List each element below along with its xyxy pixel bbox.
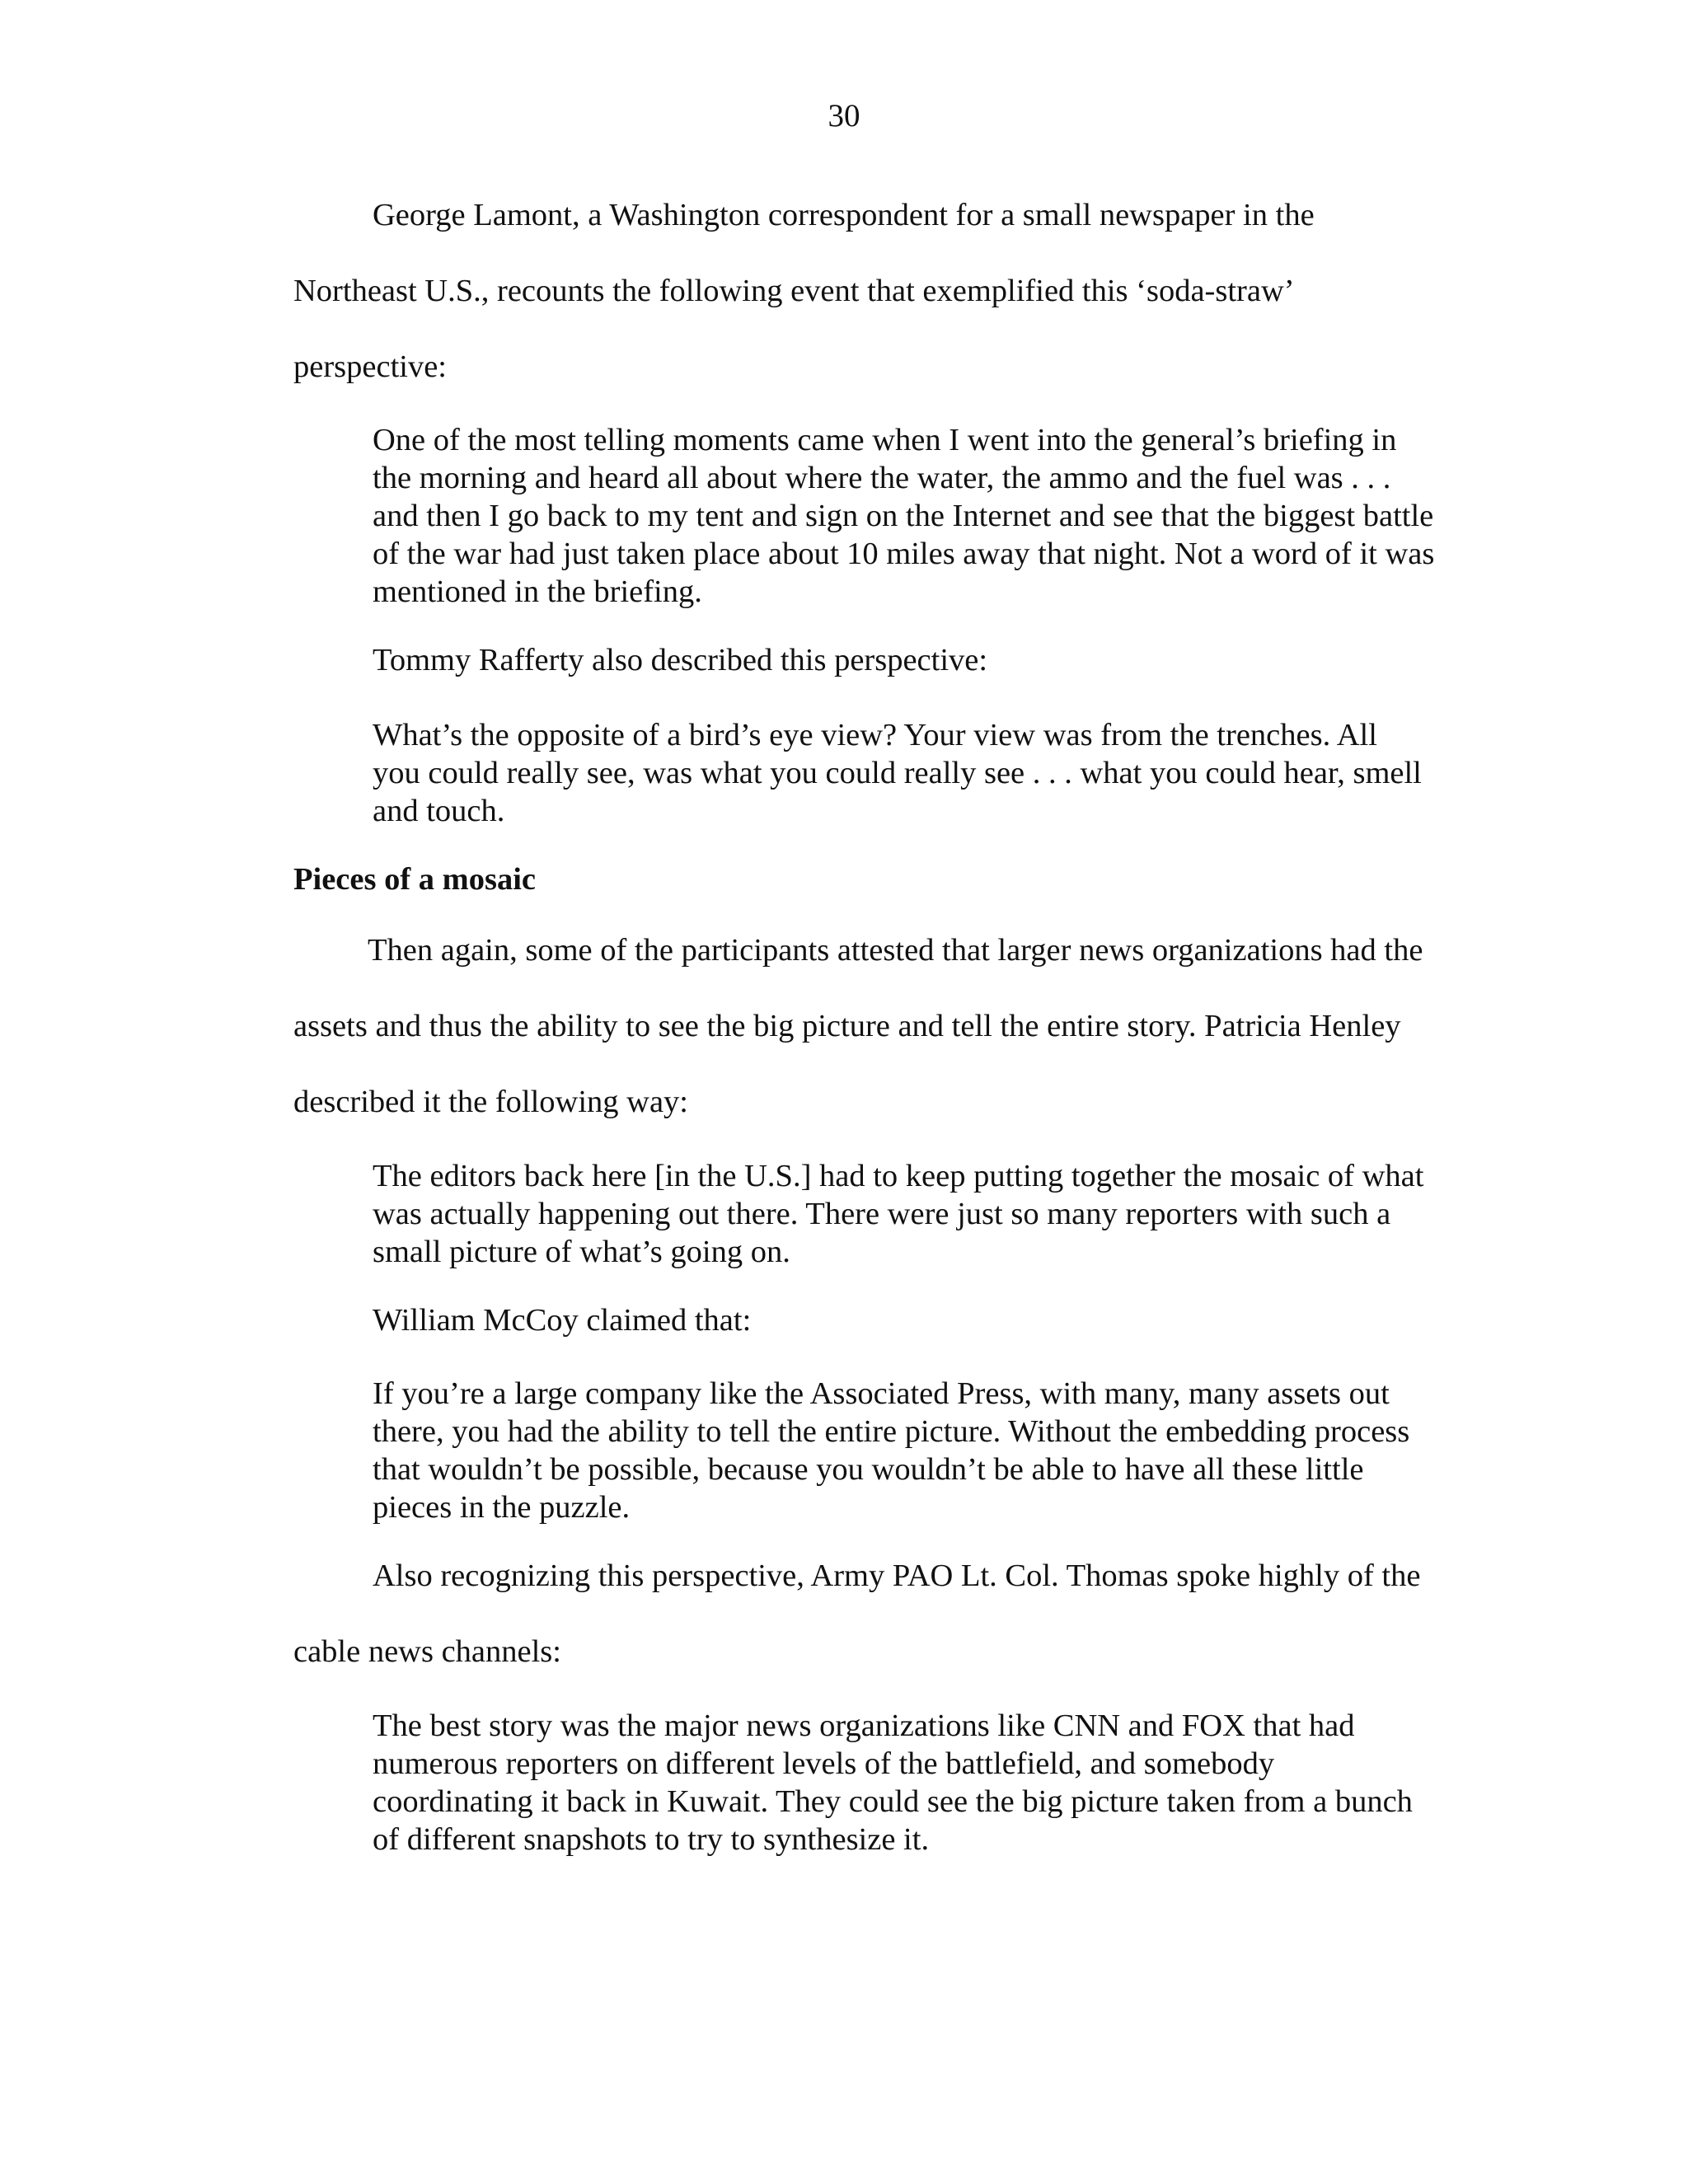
- section-heading: Pieces of a mosaic: [293, 862, 536, 897]
- quote-line: If you’re a large company like the Associated Press, with many, many assets out: [373, 1376, 1390, 1411]
- paragraph-line: Also recognizing this perspective, Army PAO Lt. Col. Thomas spoke highly of the: [373, 1558, 1421, 1593]
- paragraph-line: perspective:: [293, 349, 447, 384]
- quote-line: coordinating it back in Kuwait. They could see the big picture taken from a bunch: [373, 1784, 1413, 1819]
- quote-line: small picture of what’s going on.: [373, 1235, 790, 1269]
- paragraph-line: Then again, some of the participants attested that larger news organizations had the: [368, 933, 1423, 968]
- paragraph-rafferty-intro: Tommy Rafferty also described this perspective:: [373, 643, 988, 677]
- quote-line: was actually happening out there. There were just so many reporters with such a: [373, 1197, 1391, 1231]
- paragraph-line: George Lamont, a Washington correspondent for a small newspaper in the: [373, 198, 1315, 232]
- paragraph-mccoy-intro: William McCoy claimed that:: [373, 1303, 752, 1338]
- quote-line: of the war had just taken place about 10 miles away that night. Not a word of it was: [373, 537, 1435, 571]
- quote-line: What’s the opposite of a bird’s eye view? Your view was from the trenches. All: [373, 718, 1377, 752]
- quote-line: of different snapshots to try to synthesize it.: [373, 1822, 930, 1857]
- quote-line: and touch.: [373, 794, 505, 828]
- paragraph-line: cable news channels:: [293, 1634, 561, 1669]
- paragraph-line: described it the following way:: [293, 1085, 688, 1119]
- quote-line: pieces in the puzzle.: [373, 1490, 631, 1525]
- quote-line: numerous reporters on different levels of the battlefield, and somebody: [373, 1746, 1275, 1781]
- quote-line: you could really see, was what you could really see . . . what you could hear, smell: [373, 756, 1422, 790]
- paragraph-line: assets and thus the ability to see the big picture and tell the entire story. Patricia Henley: [293, 1009, 1401, 1043]
- paragraph-line: Northeast U.S., recounts the following event that exemplified this ‘soda-straw’: [293, 274, 1295, 308]
- quote-line: that wouldn’t be possible, because you wouldn’t be able to have all these little: [373, 1452, 1364, 1487]
- quote-line: One of the most telling moments came when I went into the general’s briefing in: [373, 423, 1397, 457]
- quote-line: mentioned in the briefing.: [373, 574, 702, 609]
- quote-line: The editors back here [in the U.S.] had to keep putting together the mosaic of what: [373, 1159, 1424, 1193]
- quote-line: The best story was the major news organizations like CNN and FOX that had: [373, 1708, 1355, 1743]
- quote-line: the morning and heard all about where the water, the ammo and the fuel was . . .: [373, 461, 1391, 495]
- quote-line: and then I go back to my tent and sign on the Internet and see that the biggest battle: [373, 499, 1434, 533]
- page-number: 30: [828, 98, 860, 134]
- quote-line: there, you had the ability to tell the entire picture. Without the embedding process: [373, 1414, 1410, 1449]
